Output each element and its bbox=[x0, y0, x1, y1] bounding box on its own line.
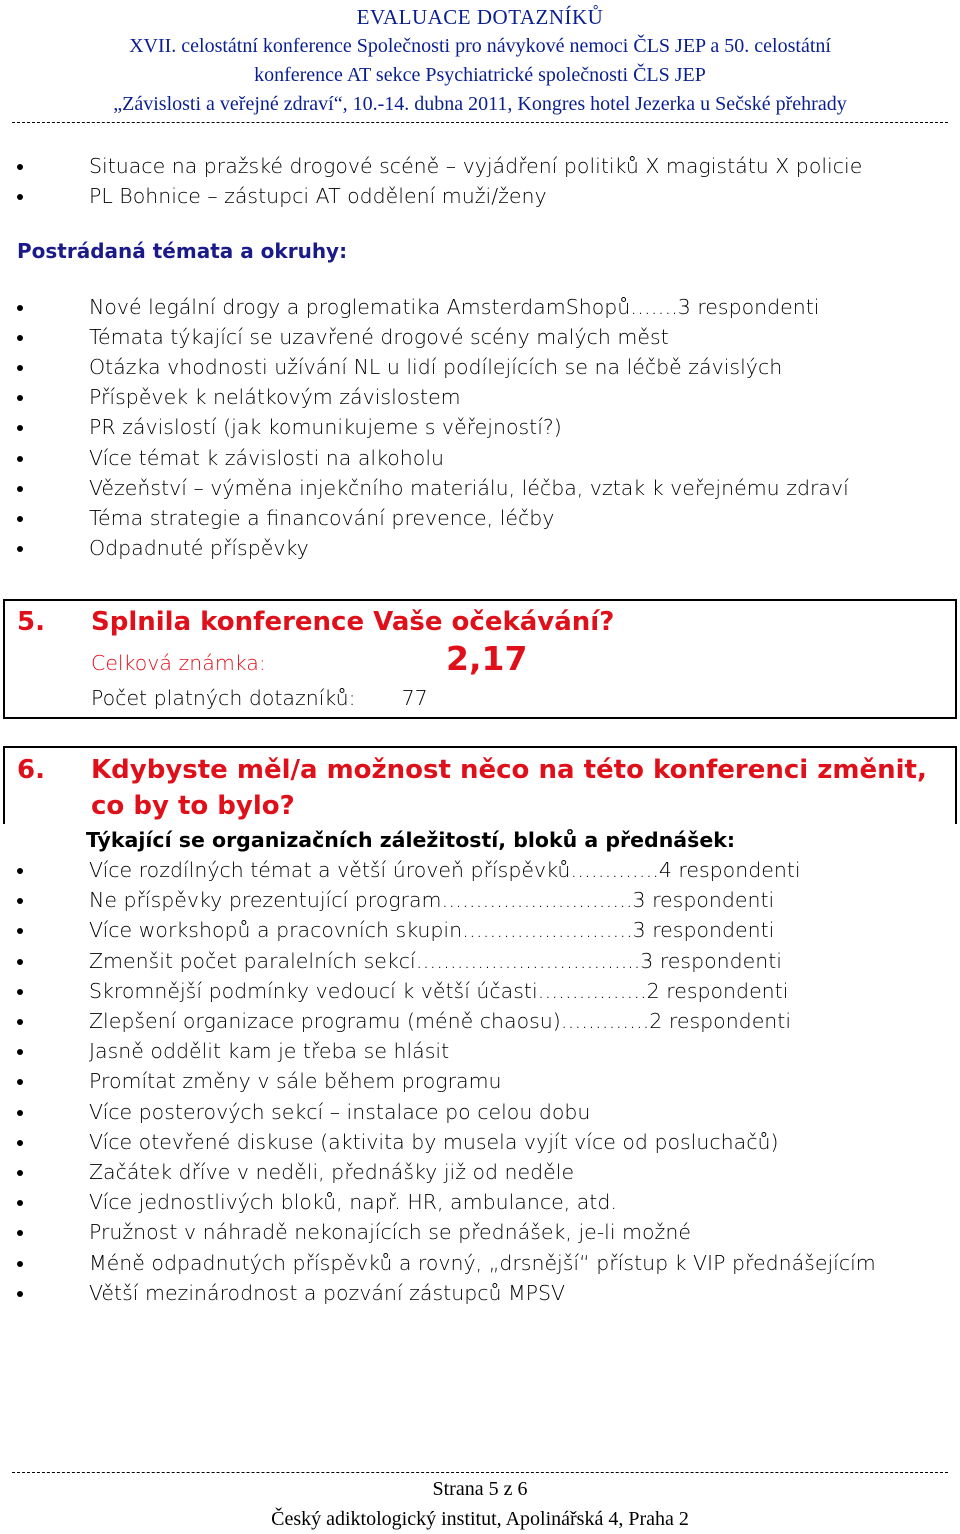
grade-label: Celková známka: bbox=[91, 651, 266, 676]
question-text: Splnila konference Vaše očekávání? bbox=[91, 607, 615, 638]
list-item: PL Bohnice – zástupci AT oddělení muži/ženy bbox=[0, 181, 960, 211]
question-number: 5. bbox=[17, 607, 45, 638]
organizational-subheading: Týkající se organizačních záležitostí, bloků a přednášek: bbox=[86, 827, 736, 852]
list-item: Nové legální drogy a proglematika AmsterdamShopů…….3 respondenti bbox=[0, 292, 960, 322]
list-item: Více workshopů a pracovních skupin…………………….3 respondenti bbox=[0, 915, 960, 945]
document-title: EVALUACE DOTAZNÍKŮ bbox=[356, 5, 604, 29]
grade-row bbox=[5, 639, 955, 679]
header-line-1: XVII. celostátní konference Společnosti pro návykové nemoci ČLS JEP a 50. celostátní bbox=[129, 35, 831, 57]
question-6-heading bbox=[5, 752, 955, 824]
list-item: Více otevřené diskuse (aktivita by musela vyjít více od posluchačů) bbox=[0, 1127, 960, 1157]
list-item: Vězeňství – výměna injekčního materiálu, léčba, vztak k veřejnému zdraví bbox=[0, 473, 960, 503]
missing-topics-list bbox=[0, 292, 960, 564]
list-item: Situace na pražské drogové scéně – vyjádření politiků X magistátu X policie bbox=[0, 151, 960, 181]
valid-count-row bbox=[5, 683, 955, 713]
list-item: Skromnější podmínky vedoucí k větší účasti…………….2 respondenti bbox=[0, 976, 960, 1006]
grade-value: 2,17 bbox=[446, 639, 528, 679]
list-item: Témata týkající se uzavřené drogové scény malých měst bbox=[0, 322, 960, 352]
list-item: PR závislostí (jak komunikujeme s věřejností?) bbox=[0, 412, 960, 442]
footer-address: Český adiktologický institut, Apolinářská 4, Praha 2 bbox=[271, 1508, 689, 1530]
list-item: Příspěvek k nelátkovým závislostem bbox=[0, 382, 960, 412]
list-item: Méně odpadnutých příspěvků a rovný, „drsnější“ přístup k VIP přednášejícím bbox=[0, 1248, 960, 1278]
valid-count-value: 77 bbox=[401, 685, 428, 710]
question-6-box bbox=[3, 746, 957, 824]
suggestions-list bbox=[0, 1036, 960, 1308]
suggestions-list-counted bbox=[0, 855, 960, 1036]
list-item: Více témat k závislosti na alkoholu bbox=[0, 443, 960, 473]
list-item: Více jednostlivých bloků, např. HR, ambulance, atd. bbox=[0, 1187, 960, 1217]
question-5-box bbox=[3, 599, 957, 718]
header-line-2: konference AT sekce Psychiatrické společnosti ČLS JEP bbox=[254, 64, 706, 86]
question-5-heading bbox=[5, 604, 955, 640]
intro-list bbox=[0, 151, 960, 211]
list-item: Větší mezinárodnost a pozvání zástupců MPSV bbox=[0, 1278, 960, 1308]
list-item: Více posterových sekcí – instalace po celou dobu bbox=[0, 1097, 960, 1127]
list-item: Jasně oddělit kam je třeba se hlásit bbox=[0, 1036, 960, 1066]
list-item: Zlepšení organizace programu (méně chaosu)………….2 respondenti bbox=[0, 1006, 960, 1036]
list-item: Ne příspěvky prezentující program……………………….3 respondenti bbox=[0, 885, 960, 915]
header-line-3: „Závislosti a veřejné zdraví“, 10.-14. dubna 2011, Kongres hotel Jezerka u Sečské přehrady bbox=[113, 93, 847, 115]
missing-topics-heading: Postrádaná témata a okruhy: bbox=[17, 239, 348, 264]
list-item: Více rozdílných témat a větší úroveň příspěvků………….4 respondenti bbox=[0, 855, 960, 885]
header-divider bbox=[12, 122, 948, 123]
list-item: Otázka vhodnosti užívání NL u lidí podílejících se na léčbě závislých bbox=[0, 352, 960, 382]
list-item: Promítat změny v sále během programu bbox=[0, 1066, 960, 1096]
list-item: Zmenšit počet paralelních sekcí…………………………...3 respondenti bbox=[0, 946, 960, 976]
question-text: Kdybyste měl/a možnost něco na této konferenci změnit, co by to bylo? bbox=[91, 754, 927, 821]
question-number: 6. bbox=[17, 754, 45, 785]
footer-divider bbox=[12, 1472, 948, 1473]
list-item: Začátek dříve v neděli, přednášky již od neděle bbox=[0, 1157, 960, 1187]
page-header bbox=[0, 0, 960, 119]
list-item: Odpadnuté příspěvky bbox=[0, 533, 960, 563]
valid-count-label: Počet platných dotazníků: bbox=[91, 685, 356, 710]
page-content bbox=[0, 151, 960, 1308]
list-item: Pružnost v náhradě nekonajících se přednášek, je-li možné bbox=[0, 1217, 960, 1247]
page-footer bbox=[0, 1474, 960, 1534]
list-item: Téma strategie a financování prevence, léčby bbox=[0, 503, 960, 533]
page-number: Strana 5 z 6 bbox=[432, 1478, 528, 1500]
